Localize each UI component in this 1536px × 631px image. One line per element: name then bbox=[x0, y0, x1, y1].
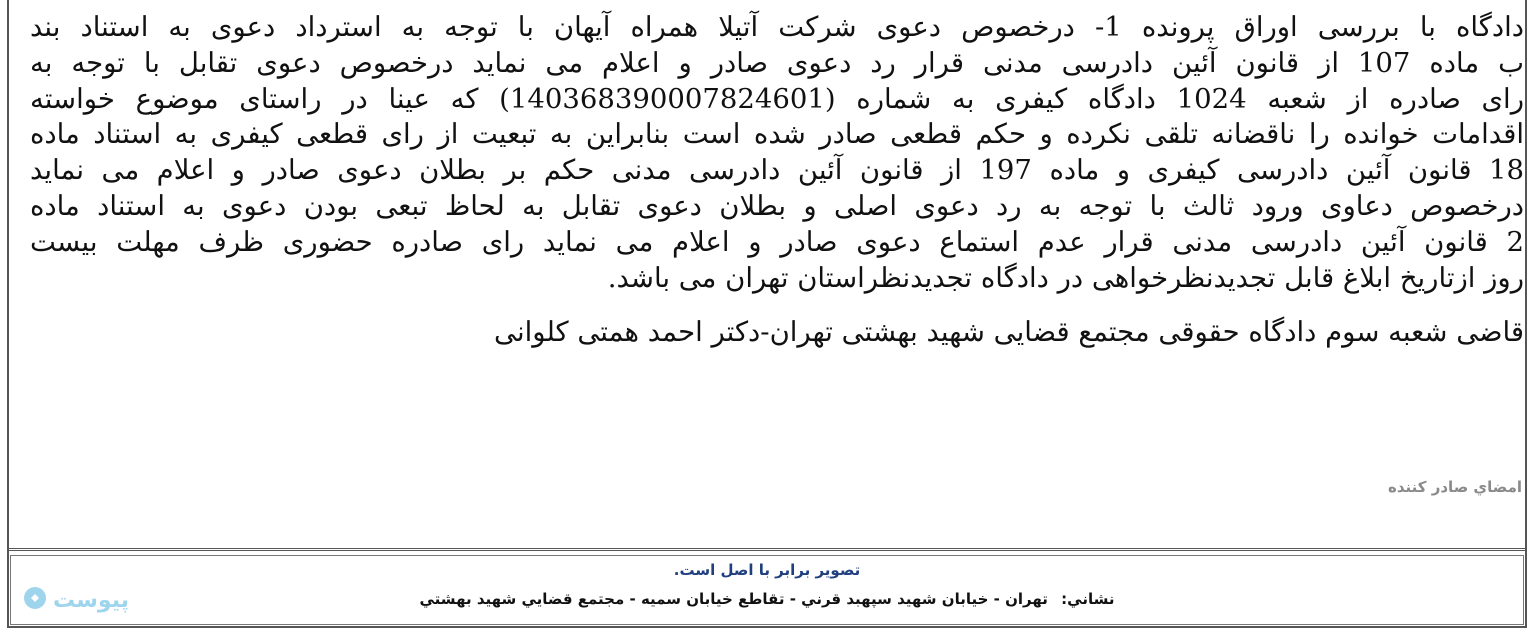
ruling-line: اقدامات خوانده را ناقضانه تلقی نکرده و حکم قطعی صادر شده است بنابراین به تبعیت از رای قطعی کیفری به استناد ماده bbox=[30, 118, 1524, 151]
document-footer bbox=[7, 548, 1527, 628]
ruling-paragraph bbox=[30, 10, 1524, 296]
watermark-text: پیوست bbox=[53, 587, 129, 613]
signature-caption: امضاي صادر كننده bbox=[1388, 478, 1522, 496]
ruling-line: 2 قانون آئین دادرسی مدنی قرار عدم استماع دعوی صادر و اعلام می نماید رای صادره حضوری ظرف مهلت بیست bbox=[30, 225, 1524, 258]
court-address bbox=[11, 590, 1523, 608]
ruling-body bbox=[30, 10, 1524, 350]
ruling-line: درخصوص دعاوی ورود ثالث با توجه به رد دعوی اصلی و بطلان دعوی تقابل به لحاظ تبعی بودن دعوی به استناد ماده bbox=[30, 189, 1524, 222]
certified-copy-note: تصوير برابر با اصل است. bbox=[673, 561, 861, 579]
circle-logo-icon bbox=[23, 586, 47, 614]
ruling-line: ب ماده 107 از قانون آئین دادرسی مدنی قرار رد دعوی صادر و اعلام می نماید درخصوص دعوی تقابل با توجه به bbox=[30, 46, 1524, 79]
footer-box bbox=[10, 555, 1524, 625]
judge-signature-line: قاضی شعبه سوم دادگاه حقوقی مجتمع قضایی شهید بهشتی تهران-دکتر احمد همتی کلوانی bbox=[494, 316, 1524, 349]
ruling-line: رای صادره از شعبه 1024 دادگاه کیفری به شماره (140368390007824601) که عینا در راستای موضوع خواسته bbox=[30, 82, 1524, 115]
watermark-logo bbox=[23, 584, 173, 616]
address-value: تهران - خيابان شهيد سپهبد قرني - تقاطع خيابان سميه - مجتمع قضايي شهيد بهشتي bbox=[419, 590, 1048, 608]
ruling-line: دادگاه با بررسی اوراق پرونده 1- درخصوص دعوی شرکت آتیلا همراه آیهان با توجه به استرداد دعوی به استناد بند bbox=[30, 11, 1524, 43]
ruling-line: 18 قانون آئین دادرسی کیفری و ماده 197 از قانون آئین دادرسی مدنی حکم بر بطلان دعوی صادر و اعلام می نماید bbox=[30, 154, 1525, 187]
address-label: نشاني: bbox=[1061, 590, 1115, 608]
ruling-line: روز ازتاریخ ابلاغ قابل تجدیدنظرخواهی در دادگاه تجدیدنظراستان تهران می باشد. bbox=[607, 261, 1524, 294]
